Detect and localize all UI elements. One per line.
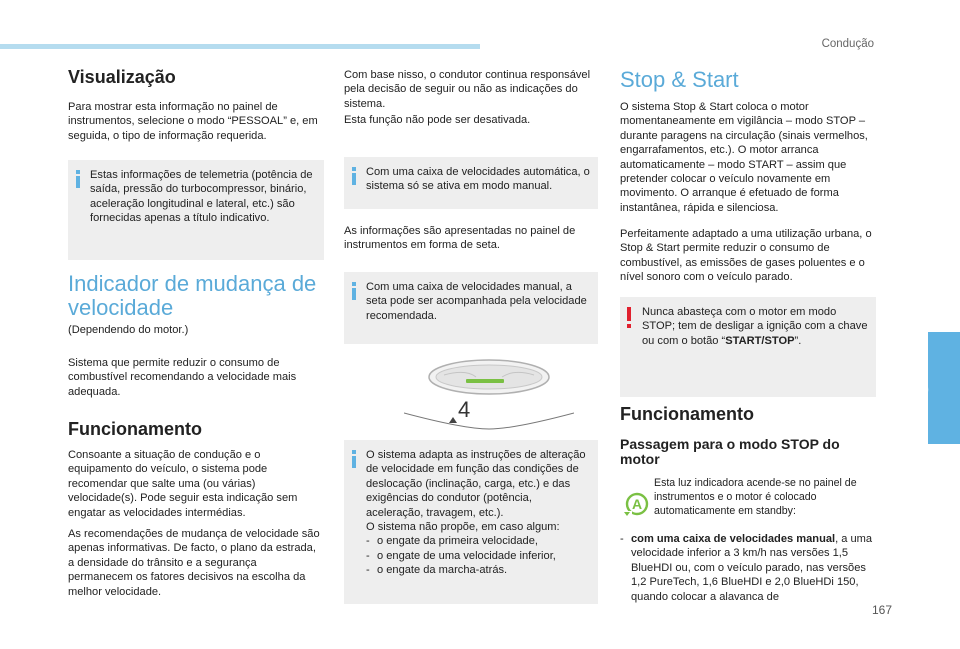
- telemetry-note-text: Estas informações de telemetria (potência de saída, pressão do turbocompressor, binário, aceleração longitudinal e lateral, etc.) são fornecidas apenas a título indicativo.: [90, 169, 313, 225]
- adapta-note-text: O sistema adapta as instruções de alteração de velocidade em função das condições de deslocação (inclinação, carga, etc.) e das exigências do condutor (potência, aceleração, travagem, etc.).: [366, 449, 586, 519]
- a-icon-glyph: A: [631, 496, 643, 512]
- info-icon: [352, 450, 356, 468]
- section-title: Condução: [821, 38, 874, 50]
- indicador-heading: Indicador de mudança de velocidade: [68, 271, 317, 320]
- header-bar: [0, 44, 480, 49]
- warning-text-button: START/STOP: [725, 334, 795, 347]
- adapta-info-note: [344, 440, 598, 604]
- manual-note-text: Com uma caixa de velocidades manual, a seta pode ser acompanhada pela velocidade recomendada.: [366, 281, 587, 322]
- warning-icon: [626, 307, 632, 329]
- stop-start-paragraph-2: Perfeitamente adaptado a uma utilização urbana, o Stop & Start permite reduzir o consumo de combustível, as emissões de gases poluentes e o nível sonoro com o veículo parado.: [620, 228, 872, 284]
- indicator-light-paragraph: Esta luz indicadora acende-se no painel de instrumentos e o motor é colocado automaticamente em standby:: [654, 477, 857, 517]
- gear-shift-indicator: [404, 355, 574, 435]
- list-item: - o engate de uma velocidade inferior,: [366, 549, 590, 563]
- warning-text-pre: Nunca abasteça com o motor em modo STOP; tem de desligar a ignição com a chave ou com o botão “: [642, 306, 868, 347]
- stop-start-heading: Stop & Start: [620, 67, 739, 92]
- stop-start-paragraph-1: O sistema Stop & Start coloca o motor momentaneamente em vigilância – modo STOP – durante paragens na circulação (sinais vermelhos, engarrafamentos, etc.). O motor arranca automaticamente – modo START – assim que pretender colocar o veículo novamente em movimento. O arranque é efetuado de forma instantânea, rápida e silenciosa.: [620, 101, 868, 214]
- automatic-note-text: Com uma caixa de velocidades automática, o sistema só se ativa em modo manual.: [366, 166, 590, 193]
- list-item: - o engate da marcha-atrás.: [366, 563, 590, 577]
- manual-gearbox-item-title: com uma caixa de velocidades manual: [631, 533, 836, 545]
- desativada-paragraph: Esta função não pode ser desativada.: [344, 114, 531, 126]
- engine-dependency-note: (Dependendo do motor.): [68, 324, 189, 336]
- info-icon: [352, 167, 356, 185]
- chapter-tab: [928, 332, 960, 444]
- stop-start-a-icon: [620, 490, 654, 518]
- base-paragraph: Com base nisso, o condutor continua responsável pela decisão de seguir ou não as indicações do sistema.: [344, 69, 591, 110]
- warning-note: [620, 297, 876, 397]
- page-number: 167: [872, 603, 893, 617]
- seta-paragraph: As informações são apresentadas no painel de instrumentos em forma de seta.: [344, 225, 576, 252]
- info-icon: [352, 282, 356, 300]
- funcionamento-paragraph-2: As recomendações de mudança de velocidade são apenas informativas. De facto, o plano da estrada, a densidade do trânsito e a segurança permanecem os fatores decisivos na escolha da melhor velocidade.: [68, 528, 320, 598]
- adapta-note-intro: O sistema não propõe, em caso algum:: [366, 521, 560, 534]
- manual-gearbox-note: [344, 272, 598, 344]
- list-item: - o engate da primeira velocidade,: [366, 534, 590, 548]
- column-right: [620, 0, 876, 603]
- passagem-heading: Passagem para o modo STOP do motor: [620, 436, 840, 467]
- visualizacao-paragraph: Para mostrar esta informação no painel de instrumentos, selecione o modo “PESSOAL” e, em seguida, o tipo de informação requerida.: [68, 101, 318, 142]
- funcionamento-right-heading: Funcionamento: [620, 404, 754, 424]
- visualizacao-heading: Visualização: [68, 67, 176, 87]
- info-icon: [76, 170, 80, 188]
- funcionamento-paragraph-1: Consoante a situação de condução e o equipamento do veículo, o sistema pode recomendar que salte uma (ou várias) velocidade(s). Pode seguir esta indicação sem engatar as velocidades intermédias.: [68, 449, 298, 519]
- recommended-gear-value: 4: [458, 397, 471, 422]
- warning-text-post: ”.: [794, 334, 802, 347]
- funcionamento-heading: Funcionamento: [68, 419, 202, 439]
- sistema-paragraph: Sistema que permite reduzir o consumo de combustível recomendando a velocidade mais adequada.: [68, 357, 297, 398]
- telemetry-info-note: [68, 160, 324, 260]
- automatic-gearbox-note: [344, 157, 598, 209]
- manual-gearbox-item: [620, 532, 876, 604]
- chapter-number: 6: [898, 351, 931, 416]
- manual-gearbox-item-text: , a uma velocidade inferior a 3 km/h nas versões 1,5 BlueHDI ou, com o veículo parado, nas versões 1,2 PureTech, 1,6 BlueHDI e 2,0 BlueHDi 150, quando colocar a alavanca de: [631, 533, 873, 603]
